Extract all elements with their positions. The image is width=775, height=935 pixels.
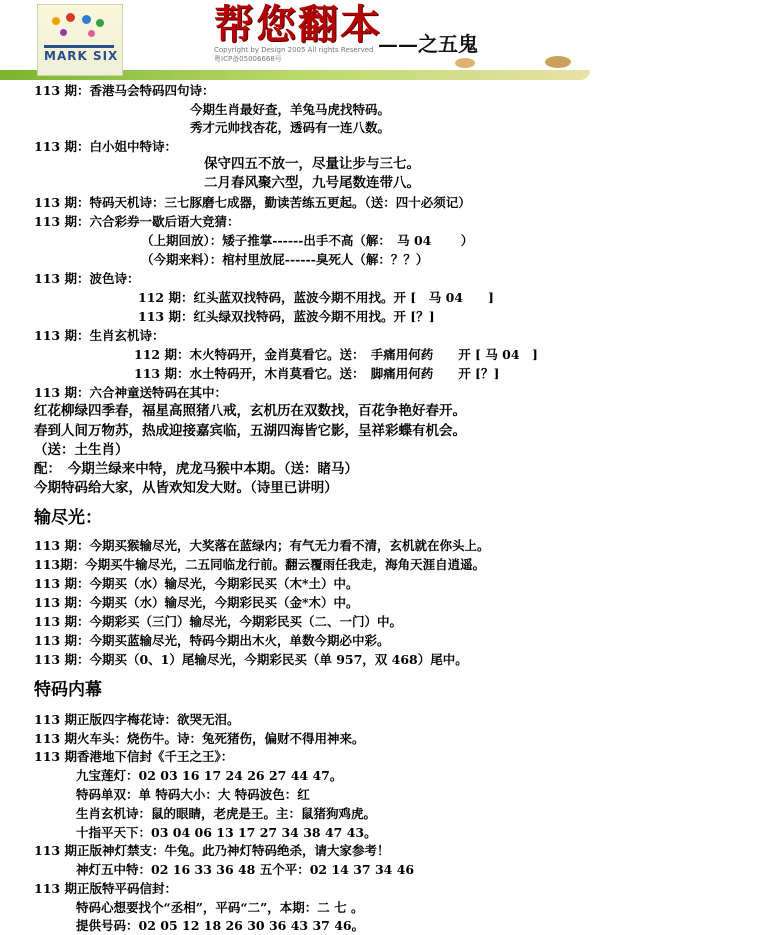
- bose-line: 112 期：红头蓝双找特码，蓝波今期不用找。开 [ 马 04 ]: [138, 290, 494, 305]
- banner-fine-print: [214, 46, 373, 64]
- closing-line: 今期特码给大家，从皆欢知发大财。（诗里已讲明）: [34, 480, 338, 496]
- banner-subtitle: ——之五鬼: [378, 32, 478, 56]
- line-title-bose: 113 期：波色诗：: [34, 271, 140, 286]
- inside-line: 113 期香港地下信封《千王之王》：: [34, 749, 234, 764]
- lose-line: 113 期：今期买（0、1）尾输尽光，今期彩民买（单 957，双 468）尾中。: [34, 652, 468, 667]
- inside-line: 113 期正版四字梅花诗：欲哭无泪。: [34, 712, 240, 727]
- inside-detail-line: 神灯五中特：02 16 33 36 48 五个平：02 14 37 34 46: [76, 862, 415, 877]
- logo-text: MARK SIX: [44, 49, 119, 63]
- poem-line: 二月春风聚六型，九号尾数连带八。: [204, 175, 420, 191]
- inside-detail-line: 生肖玄机诗：鼠的眼睛，老虎是王。主：鼠猪狗鸡虎。: [76, 806, 377, 821]
- shengxiao-line: 112 期：木火特码开，金肖莫看它。送： 手痛用何药 开 [ 马 04 ]: [134, 347, 538, 362]
- lose-line: 113 期：今期买猴输尽光，大奖落在蓝绿内；有气无力看不清，玄机就在你头上。: [34, 538, 490, 553]
- line-title-baixiaojie: 113 期：白小姐中特诗：: [34, 139, 177, 154]
- inside-line: 113 期火车头：烧伤牛。诗：兔死猪伤，偏财不得用神来。: [34, 731, 365, 746]
- match-line: 配： 今期兰绿来中特，虎龙马猴中本期。（送：睹马）: [34, 461, 358, 477]
- line-title-shentong: 113 期：六合神童送特码在其中：: [34, 385, 227, 400]
- lose-line: 113期：今期买牛输尽光，二五同临龙行前。翻云覆雨任我走，海角天涯自逍遥。: [34, 557, 486, 572]
- lose-line: 113 期：今期买蓝输尽光，特码今期出木火，单数今期必中彩。: [34, 633, 390, 648]
- shengxiao-line: 113 期：水土特码开，木肖莫看它。送： 脚痛用何药 开 [？]: [134, 366, 500, 381]
- lose-line: 113 期：今期彩买（三门）输尽光，今期彩民买（二、一门）中。: [34, 614, 402, 629]
- decor-shape: [545, 56, 571, 68]
- poem-line: 春到人间万物苏，热成迎接嘉宾临，五湖四海皆它影，呈祥彩蝶有机会。: [34, 423, 466, 439]
- decor-shape: [455, 58, 475, 68]
- lose-line: 113 期：今期买（水）输尽光，今期彩民买（金*木）中。: [34, 595, 359, 610]
- line-title-mahui: 113 期：香港马会特码四句诗：: [34, 83, 215, 98]
- fine-print-line: 粤ICP备05006668号: [214, 55, 282, 63]
- fine-print-line: Copyright by Design 2005 All rights Reserved: [214, 46, 374, 54]
- inside-detail-line: 九宝莲灯：02 03 16 17 24 26 27 44 47。: [76, 768, 343, 783]
- poem-line: 秀才元帅找杏花，透码有一连八数。: [190, 120, 391, 135]
- inside-detail-line: 特码单双：单 特码大小：大 特码波色：红: [76, 787, 310, 802]
- riddle-line: （今期来料）：棺村里放屁------臭死人（解：？？）: [141, 252, 429, 267]
- inside-line: 113 期正版特平码信封：: [34, 881, 177, 896]
- inside-detail-line: 特码心想要找个“丞相”，平码“二”，本期：二 七 。: [76, 900, 364, 915]
- gift-line: （送：土生肖）: [34, 442, 129, 458]
- lose-line: 113 期：今期买（水）输尽光，今期彩民买（木*土）中。: [34, 576, 359, 591]
- logo: [37, 4, 123, 76]
- banner-title: 帮您翻本: [214, 1, 382, 48]
- inside-detail-line: 十指平天下：03 04 06 13 17 27 34 38 47 43。: [76, 825, 377, 840]
- header-banner: [0, 0, 600, 82]
- poem-line: 红花柳绿四季春，福星高照猪八戒，玄机历在双数找，百花争艳好春开。: [34, 403, 466, 419]
- poem-line: 今期生肖最好查，羊兔马虎找特码。: [190, 102, 391, 117]
- line-title-xiehouyu: 113 期：六合彩券一歇后语大竞猜：: [34, 214, 240, 229]
- heading-lose-all: 输尽光：: [34, 508, 102, 528]
- heading-inside-info: 特码内幕: [34, 680, 102, 700]
- poem-line: 保守四五不放一，尽量让步与三七。: [204, 156, 420, 172]
- inside-line: 113 期正版神灯禁支：牛兔。此乃神灯特码绝杀，请大家参考！: [34, 843, 390, 858]
- line-tianji: 113 期：特码天机诗：三七豚磨七成器，勤读苦练五更起。（送：四十必须记）: [34, 195, 471, 210]
- inside-detail-line: 提供号码：02 05 12 18 26 30 36 43 37 46。: [76, 918, 365, 933]
- line-title-shengxiao: 113 期：生肖玄机诗：: [34, 328, 165, 343]
- bose-line: 113 期：红头绿双找特码，蓝波今期不用找。开 [？]: [138, 309, 435, 324]
- riddle-line: （上期回放）：矮子推掌------出手不高（解： 马 04 ）: [141, 233, 474, 248]
